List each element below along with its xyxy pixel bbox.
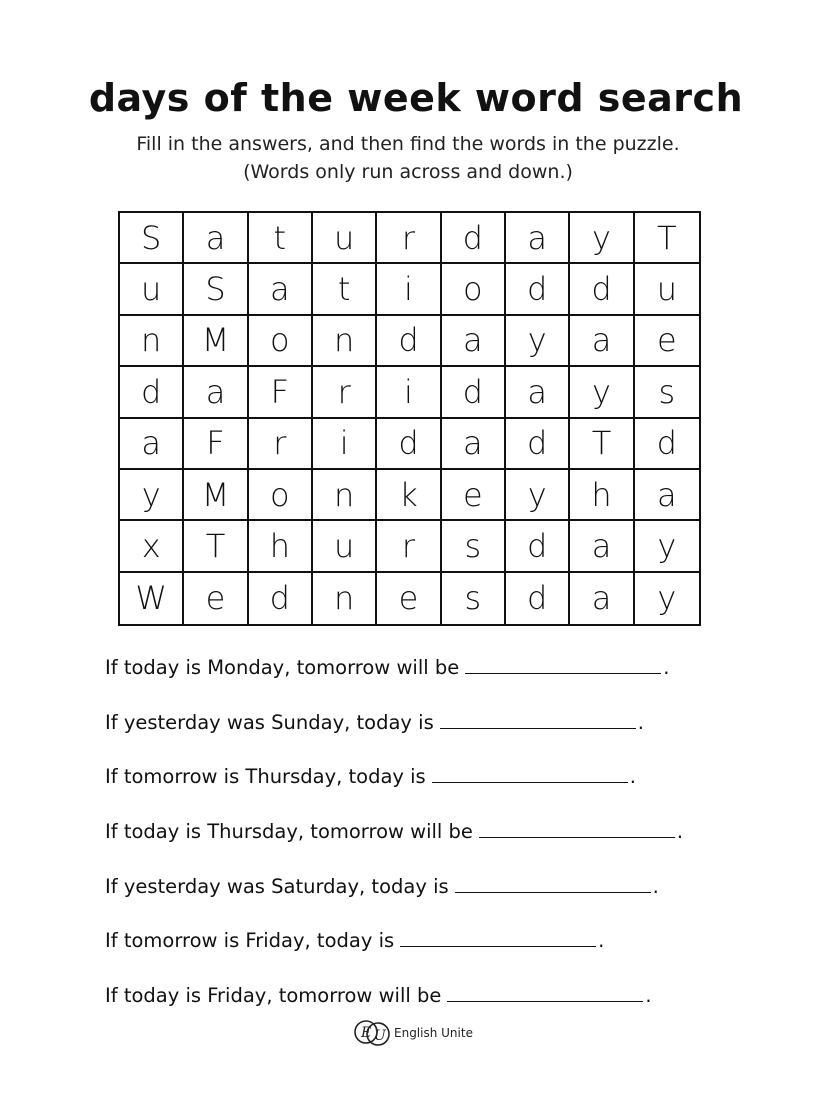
grid-cell: d: [635, 419, 699, 470]
grid-cell: u: [313, 213, 377, 264]
grid-cell: e: [442, 470, 506, 521]
grid-cell: s: [442, 573, 506, 624]
grid-cell: t: [313, 264, 377, 315]
answer-blank[interactable]: [400, 924, 596, 947]
grid-cell: i: [313, 419, 377, 470]
grid-cell: a: [635, 470, 699, 521]
question-period: .: [645, 984, 652, 1008]
grid-cell: r: [313, 367, 377, 418]
grid-cell: M: [184, 316, 248, 367]
question-line: [105, 759, 785, 814]
word-search-grid: [118, 211, 701, 626]
grid-cell: n: [313, 573, 377, 624]
grid-cell: d: [249, 573, 313, 624]
grid-cell: y: [506, 470, 570, 521]
svg-text:U: U: [374, 1028, 386, 1044]
grid-cell: a: [570, 316, 634, 367]
grid-cell: d: [506, 573, 570, 624]
grid-cell: a: [120, 419, 184, 470]
grid-cell: i: [377, 367, 441, 418]
question-period: .: [598, 929, 605, 953]
answer-blank[interactable]: [447, 979, 643, 1002]
grid-cell: T: [635, 213, 699, 264]
grid-cell: a: [570, 521, 634, 572]
grid-cell: o: [249, 316, 313, 367]
grid-cell: T: [184, 521, 248, 572]
question-text: If today is Thursday, tomorrow will be: [105, 820, 473, 844]
grid-cell: s: [635, 367, 699, 418]
question-text: If tomorrow is Friday, today is: [105, 929, 395, 953]
grid-cell: a: [184, 213, 248, 264]
grid-cell: o: [442, 264, 506, 315]
grid-cell: d: [377, 419, 441, 470]
question-period: .: [629, 765, 636, 789]
grid-cell: T: [570, 419, 634, 470]
grid-cell: M: [184, 470, 248, 521]
footer: [352, 1016, 473, 1050]
question-line: [105, 869, 785, 924]
grid-cell: x: [120, 521, 184, 572]
grid-cell: e: [635, 316, 699, 367]
grid-cell: n: [313, 470, 377, 521]
question-text: If yesterday was Saturday, today is: [105, 874, 449, 898]
grid-cell: a: [506, 367, 570, 418]
grid-cell: y: [120, 470, 184, 521]
instructions-line-2: (Words only run across and down.): [243, 161, 573, 183]
grid-cell: k: [377, 470, 441, 521]
grid-cell: s: [442, 521, 506, 572]
grid-cell: d: [506, 521, 570, 572]
answer-blank[interactable]: [455, 870, 651, 893]
question-line: [105, 650, 785, 705]
grid-cell: F: [184, 419, 248, 470]
grid-cell: a: [570, 573, 634, 624]
grid-cell: u: [120, 264, 184, 315]
grid-cell: n: [313, 316, 377, 367]
answer-blank[interactable]: [432, 760, 628, 783]
grid-cell: o: [249, 470, 313, 521]
grid-cell: h: [249, 521, 313, 572]
grid-cell: h: [570, 470, 634, 521]
grid-cell: a: [184, 367, 248, 418]
answer-blank[interactable]: [465, 651, 661, 674]
answer-blank[interactable]: [440, 706, 636, 729]
grid-cell: e: [184, 573, 248, 624]
grid-cell: u: [635, 264, 699, 315]
grid-cell: y: [570, 213, 634, 264]
grid-cell: y: [635, 521, 699, 572]
grid-cell: y: [657, 579, 677, 618]
question-text: If today is Friday, tomorrow will be: [105, 984, 442, 1008]
grid-cell: d: [442, 213, 506, 264]
question-list: [105, 650, 785, 1033]
grid-cell: d: [120, 367, 184, 418]
grid-cell: d: [377, 316, 441, 367]
question-period: .: [652, 874, 659, 898]
instructions: [0, 130, 816, 186]
grid-cell: e: [377, 573, 441, 624]
question-text: If yesterday was Sunday, today is: [105, 710, 434, 734]
grid-cell: n: [120, 316, 184, 367]
grid-cell: i: [377, 264, 441, 315]
question-line: [105, 814, 785, 869]
grid-cell: S: [120, 213, 184, 264]
question-period: .: [637, 710, 644, 734]
grid-cell: y: [506, 316, 570, 367]
grid-cell: F: [249, 367, 313, 418]
grid-cell: u: [313, 521, 377, 572]
brand-name: English Unite: [394, 1026, 473, 1040]
question-text: If today is Monday, tomorrow will be: [105, 656, 460, 679]
grid-cell: d: [506, 419, 570, 470]
question-period: .: [663, 656, 670, 679]
question-text: If tomorrow is Thursday, today is: [105, 765, 426, 789]
grid-cell: y: [570, 367, 634, 418]
grid-cell: d: [506, 264, 570, 315]
question-line: [105, 923, 785, 978]
answer-blank[interactable]: [479, 815, 675, 838]
english-unite-logo: [352, 1016, 392, 1050]
grid-cell: r: [249, 419, 313, 470]
grid-cell: t: [249, 213, 313, 264]
question-period: .: [676, 820, 684, 844]
svg-text:E: E: [361, 1025, 372, 1041]
question-line: [105, 705, 785, 760]
grid-cell: r: [377, 521, 441, 572]
grid-cell: a: [442, 419, 506, 470]
grid-cell: d: [570, 264, 634, 315]
grid-cell: S: [184, 264, 248, 315]
page-title: days of the week word search: [88, 76, 744, 120]
grid-cell: W: [120, 573, 184, 624]
grid-cell: r: [377, 213, 441, 264]
grid-cell: a: [506, 213, 570, 264]
grid-cell: a: [442, 316, 506, 367]
instructions-line-1: Fill in the answers, and then find the words in the puzzle.: [136, 133, 680, 155]
grid-cell: a: [249, 264, 313, 315]
grid-cell: d: [442, 367, 506, 418]
